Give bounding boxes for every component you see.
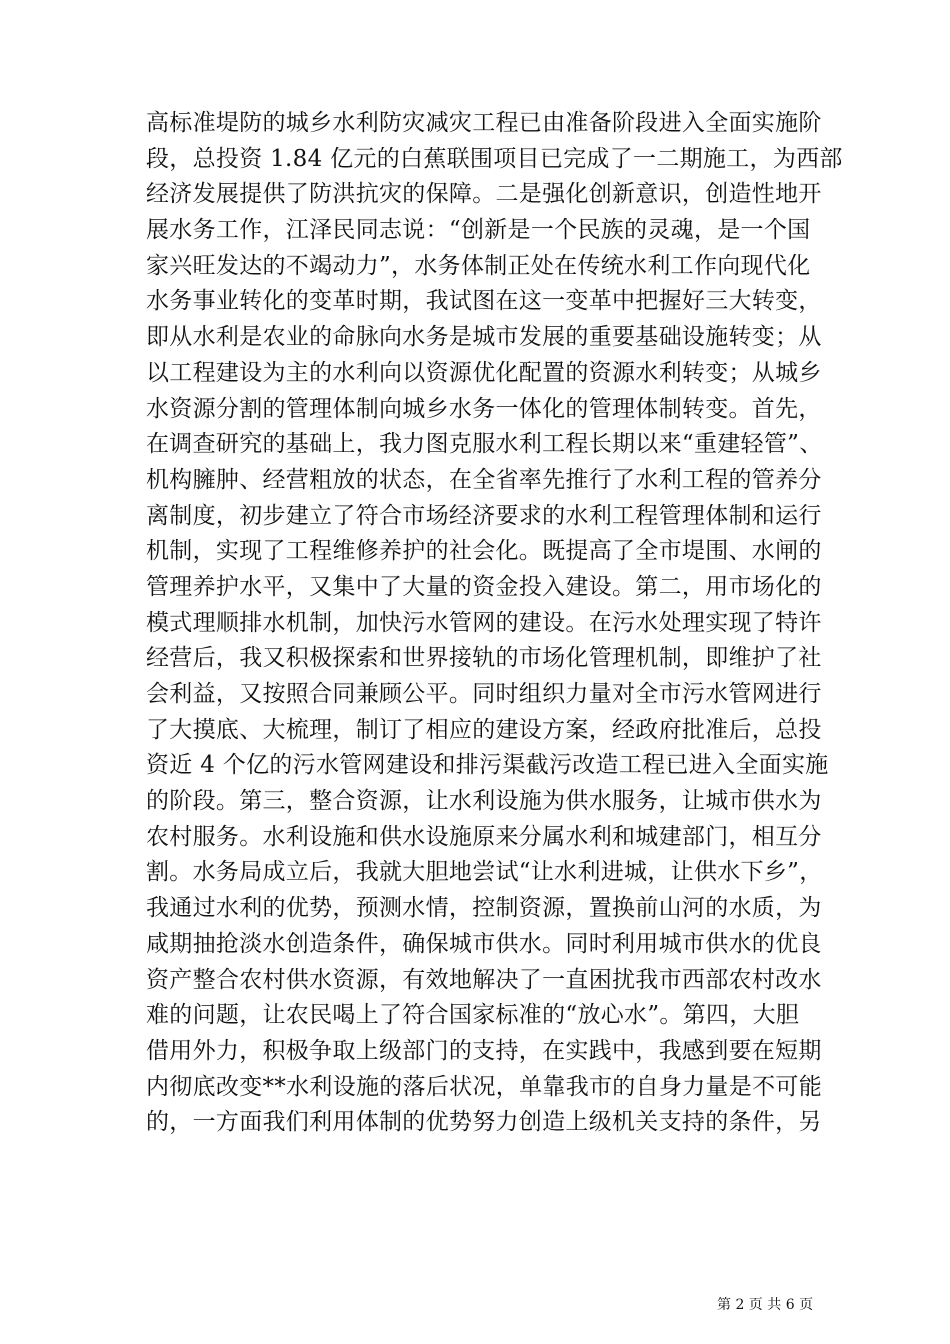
text-line: 经济发展提供了防洪抗灾的保障。二是强化创新意识，创造性地开 <box>146 181 822 208</box>
text-line: 水务事业转化的变革时期，我试图在这一变革中把握好三大转变， <box>146 288 822 315</box>
text-line: 的，一方面我们利用体制的优势努力创造上级机关支持的条件，另 <box>146 1109 822 1136</box>
text-line: 内彻底改变**水利设施的落后状况，单靠我市的自身力量是不可能 <box>146 1073 822 1100</box>
text-line: 资产整合农村供水资源，有效地解决了一直困扰我市西部农村改水 <box>146 966 822 993</box>
text-line: 经营后，我又积极探索和世界接轨的市场化管理机制，即维护了社 <box>146 645 822 672</box>
body-text <box>146 106 843 1141</box>
text-line: 割。水务局成立后，我就大胆地尝试“让水利进城，让供水下乡”， <box>146 859 823 886</box>
text-line: 借用外力，积极争取上级部门的支持，在实践中，我感到要在短期 <box>146 1037 822 1064</box>
text-line: 模式理顺排水机制，加快污水管网的建设。在污水处理实现了特许 <box>146 609 822 636</box>
text-line: 机构臃肿、经营粗放的状态，在全省率先推行了水利工程的管养分 <box>146 466 822 493</box>
text-line: 农村服务。水利设施和供水设施原来分属水利和城建部门，相互分 <box>146 823 822 850</box>
text-line: 高标准堤防的城乡水利防灾减灾工程已由准备阶段进入全面实施阶 <box>146 110 822 136</box>
text-line: 咸期抽抢淡水创造条件，确保城市供水。同时利用城市供水的优良 <box>146 930 822 957</box>
text-line: 在调查研究的基础上，我力图克服水利工程长期以来“重建轻管”、 <box>146 431 823 458</box>
text-line: 即从水利是农业的命脉向水务是城市发展的重要基础设施转变；从 <box>146 324 822 351</box>
text-line: 的阶段。第三，整合资源，让水利设施为供水服务，让城市供水为 <box>146 788 822 815</box>
text-line: 水资源分割的管理体制向城乡水务一体化的管理体制转变。首先， <box>146 395 822 422</box>
text-line: 段，总投资 1.84 亿元的白蕉联围项目已完成了一二期施工，为西部 <box>146 145 843 172</box>
text-line: 家兴旺发达的不竭动力”，水务体制正处在传统水利工作向现代化 <box>146 252 811 279</box>
text-line: 展水务工作，江泽民同志说：“创新是一个民族的灵魂，是一个国 <box>146 217 811 244</box>
text-line: 我通过水利的优势，预测水情，控制资源，置换前山河的水质，为 <box>146 895 822 922</box>
text-line: 了大摸底、大梳理，制订了相应的建设方案，经政府批准后，总投 <box>146 716 822 743</box>
text-line: 离制度，初步建立了符合市场经济要求的水利工程管理体制和运行 <box>146 502 822 529</box>
text-line: 难的问题，让农民喝上了符合国家标准的“放心水”。第四，大胆 <box>146 1002 800 1029</box>
text-line: 以工程建设为主的水利向以资源优化配置的资源水利转变；从城乡 <box>146 359 822 386</box>
text-line: 机制，实现了工程维修养护的社会化。既提高了全市堤围、水闸的 <box>146 538 822 565</box>
text-line: 会利益，又按照合同兼顾公平。同时组织力量对全市污水管网进行 <box>146 681 822 707</box>
text-line: 资近 4 个亿的污水管网建设和排污渠截污改造工程已进入全面实施 <box>146 752 829 779</box>
text-line: 管理养护水平，又集中了大量的资金投入建设。第二，用市场化的 <box>146 573 822 600</box>
page-number-footer: 第 2 页 共 6 页 <box>717 1297 814 1313</box>
